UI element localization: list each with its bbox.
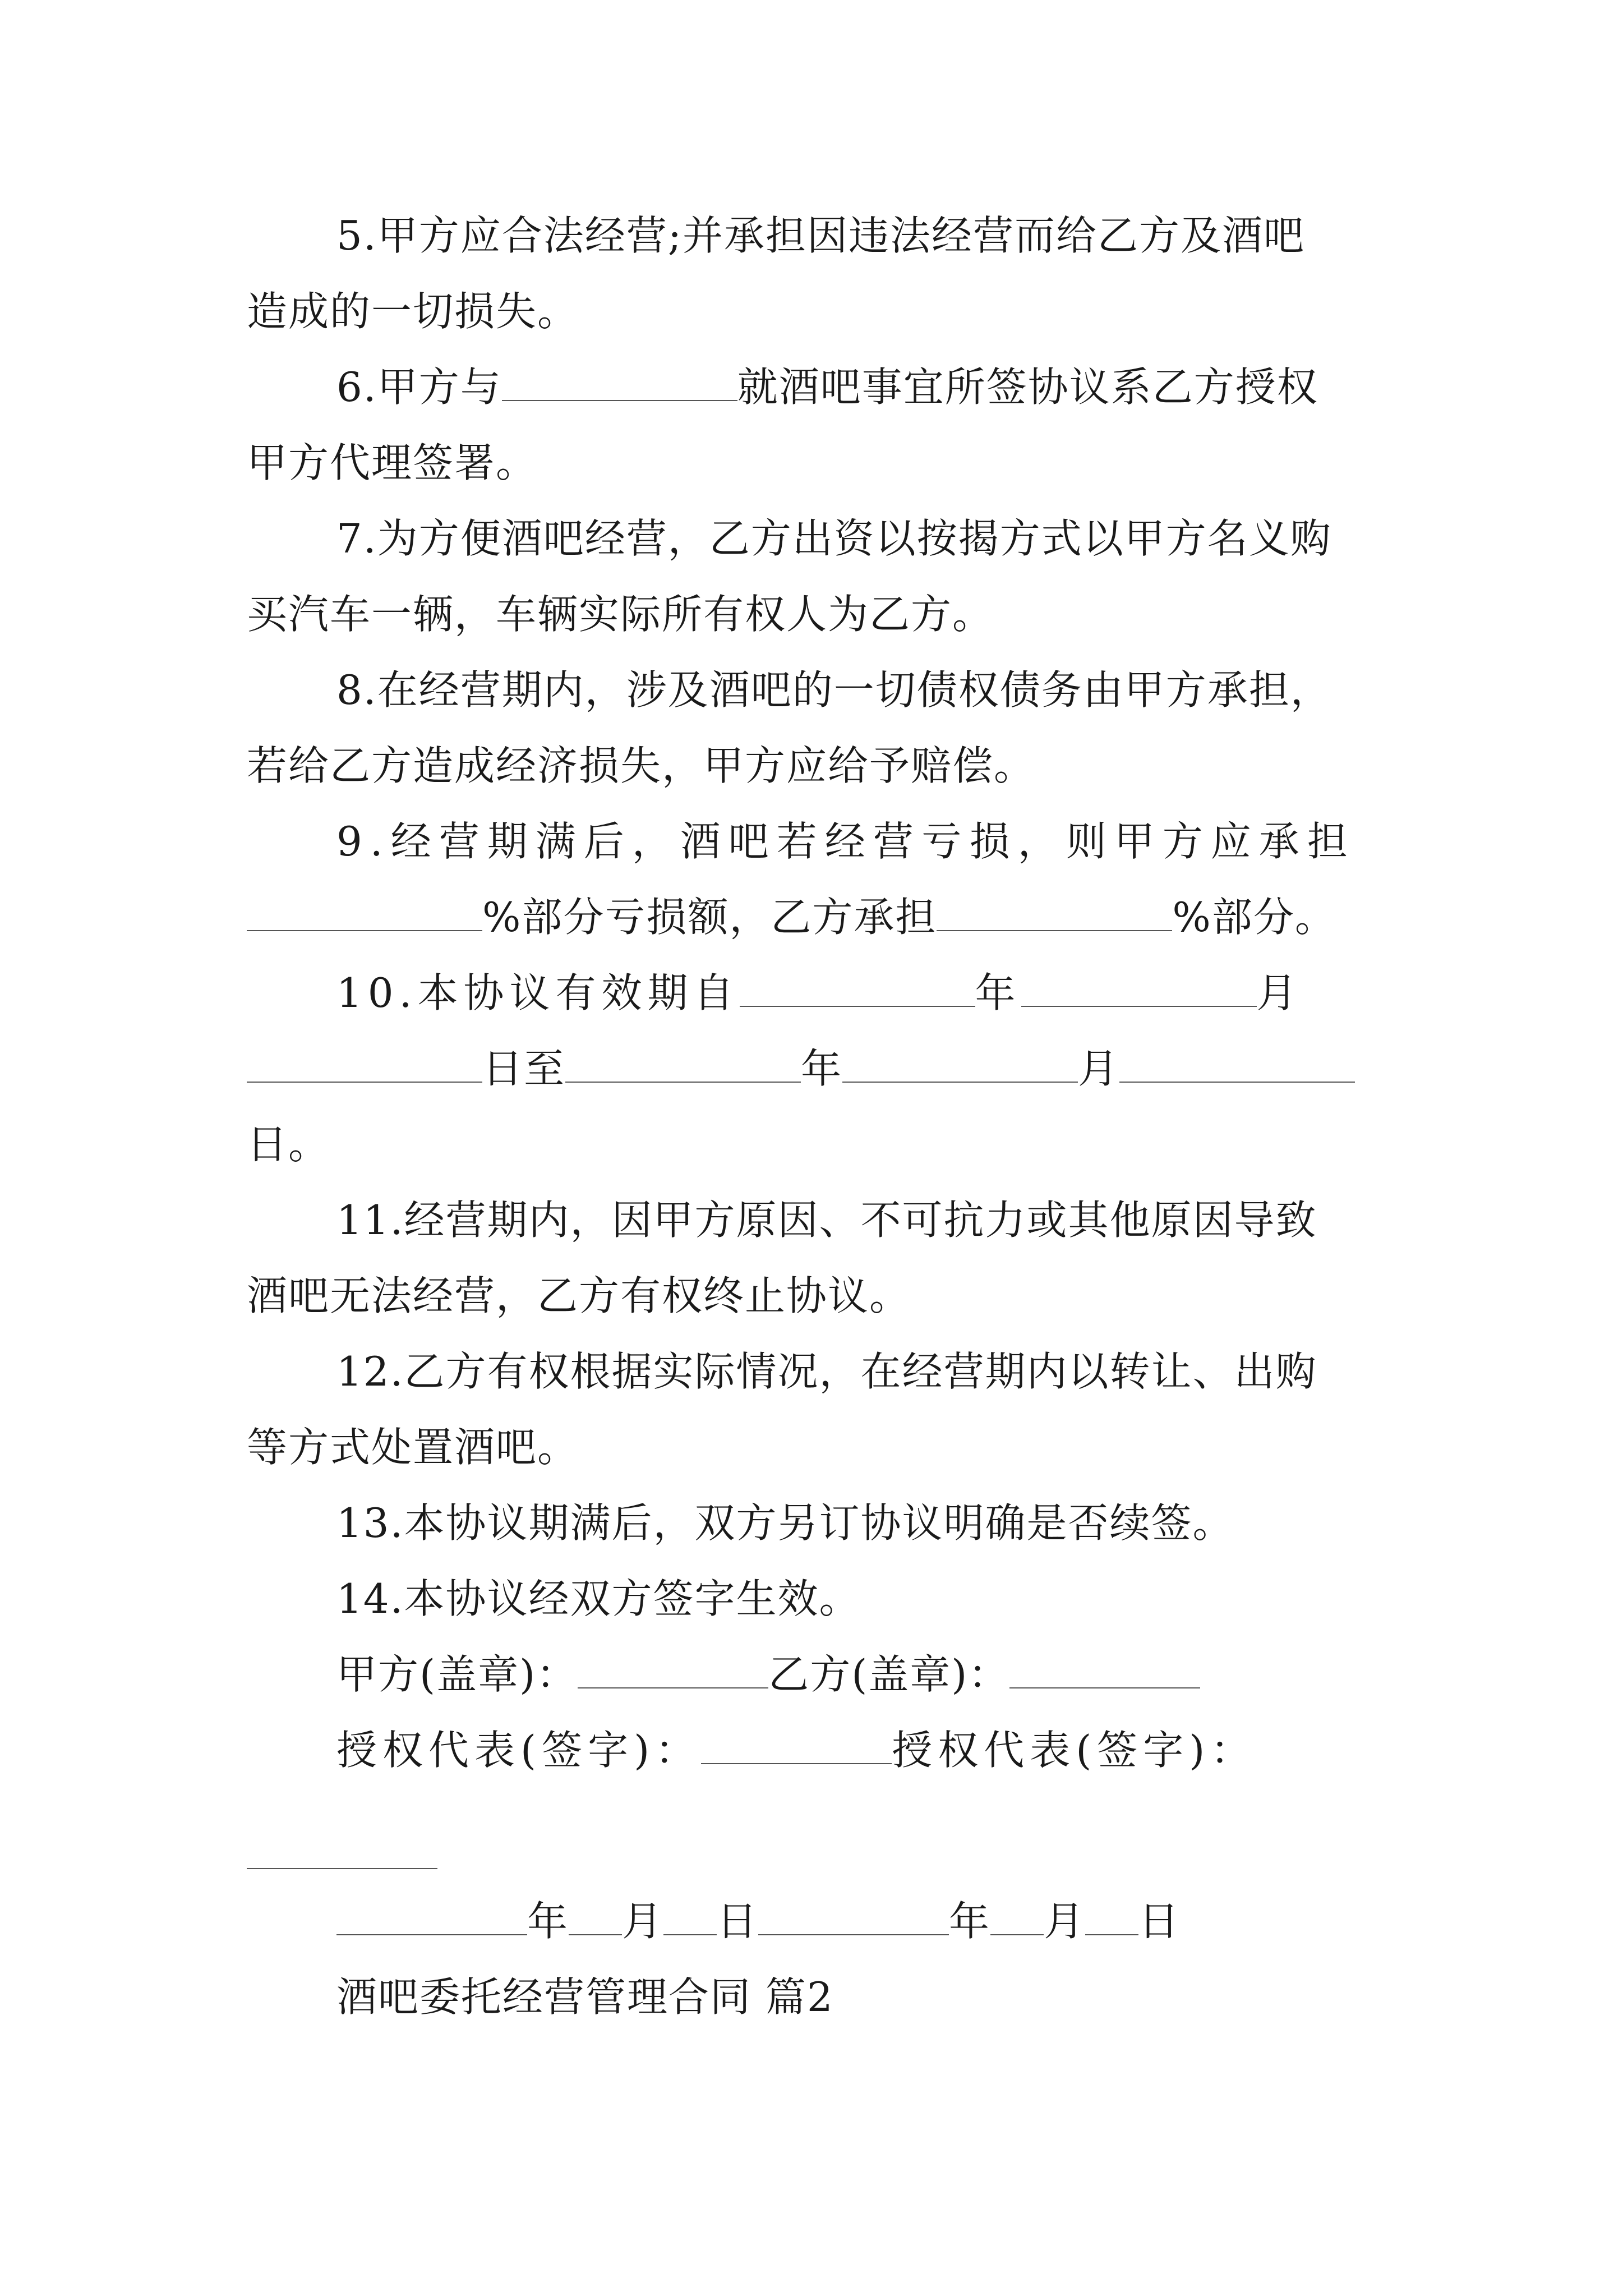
- clause-12-line-1: 12.乙方有权根据实际情况，在经营期内以转让、出购: [336, 1348, 1317, 1395]
- next-section-heading: 酒吧委托经营管理合同 篇2: [336, 1973, 834, 2021]
- clause-6-line-1: [336, 359, 1469, 415]
- auth-rep-blank-2: [247, 1868, 437, 1869]
- clause-10-blank-2: [1021, 973, 1257, 1007]
- date-b-day-blank: [1085, 1902, 1138, 1935]
- clause-7-line-1: 7.为方便酒吧经营，乙方出资以按揭方式以甲方名义购: [336, 515, 1332, 562]
- clause-6-suffix: 就酒吧事宜所签协议系乙方授权: [737, 364, 1318, 411]
- clause-10-line-2: [247, 1041, 1380, 1097]
- clause-9-line-2: [247, 889, 1380, 945]
- date-a-month: 月: [622, 1898, 664, 1945]
- clause-5-line-1: 5.甲方应合法经营;并承担因违法经营而给乙方及酒吧: [336, 212, 1305, 259]
- clause-9-part-2: %部分。: [1172, 894, 1336, 941]
- clause-6-prefix: 6.甲方与: [336, 364, 502, 411]
- clause-9-part-1: %部分亏损额，乙方承担: [482, 894, 937, 941]
- clause-7-line-2: 买汽车一辆，车辆实际所有权人为乙方。: [247, 591, 994, 638]
- clause-10-blank-6: [1119, 1049, 1355, 1083]
- date-a-year: 年: [527, 1898, 569, 1945]
- clause-11-line-2: 酒吧无法经营，乙方有权终止协议。: [247, 1272, 911, 1319]
- clause-10-blank-1: [740, 973, 975, 1007]
- auth-rep-line: [336, 1722, 1469, 1778]
- clause-9-blank-2: [937, 898, 1172, 931]
- party-b-seal-label: 乙方(盖章)：: [768, 1651, 1010, 1698]
- clause-12-line-2: 等方式处置酒吧。: [247, 1424, 579, 1471]
- date-b-month-blank: [990, 1902, 1044, 1935]
- clause-10-day-to: 日至: [482, 1045, 566, 1092]
- clause-5-line-2: 造成的一切损失。: [247, 288, 579, 335]
- clause-10-blank-4: [565, 1049, 801, 1083]
- clause-6-blank: [502, 367, 737, 401]
- party-a-seal-blank: [578, 1655, 768, 1688]
- date-b-year: 年: [949, 1898, 991, 1945]
- clause-6-line-2: 甲方代理签署。: [247, 439, 538, 486]
- clause-13: 13.本协议期满后，双方另订协议明确是否续签。: [336, 1499, 1234, 1547]
- party-b-seal-blank: [1009, 1655, 1200, 1688]
- clause-10-year-2: 年: [801, 1045, 843, 1092]
- date-b-day: 日: [1138, 1898, 1181, 1945]
- clause-14: 14.本协议经双方签字生效。: [336, 1575, 861, 1622]
- clause-10-line-3: 日。: [247, 1121, 330, 1168]
- seal-line: [336, 1646, 1469, 1703]
- clause-10-blank-3: [247, 1049, 482, 1083]
- auth-rep-blank-1: [701, 1731, 892, 1764]
- date-b-month: 月: [1044, 1898, 1086, 1945]
- date-a-day: 日: [717, 1898, 759, 1945]
- date-line: [336, 1893, 1469, 1949]
- clause-10-line-1: [336, 965, 1469, 1021]
- date-b-year-blank: [758, 1902, 949, 1935]
- auth-rep-label-1: 授权代表(签字)：: [336, 1727, 702, 1774]
- party-a-seal-label: 甲方(盖章)：: [336, 1651, 578, 1698]
- clause-8-line-1: 8.在经营期内，涉及酒吧的一切债权债务由甲方承担，: [336, 666, 1332, 714]
- clause-10-year-1: 年: [975, 969, 1021, 1016]
- date-a-month-blank: [569, 1902, 622, 1935]
- clause-10-month-1: 月: [1256, 969, 1303, 1016]
- clause-9-blank-1: [247, 898, 482, 931]
- clause-8-line-2: 若给乙方造成经济损失，甲方应给予赔偿。: [247, 742, 1036, 789]
- auth-rep-label-2: 授权代表(签字)：: [892, 1727, 1257, 1774]
- clause-10-blank-5: [842, 1049, 1078, 1083]
- date-a-day-blank: [663, 1902, 717, 1935]
- clause-11-line-1: 11.经营期内，因甲方原因、不可抗力或其他原因导致: [336, 1197, 1317, 1244]
- clause-9-line-1: 9.经营期满后，酒吧若经营亏损，则甲方应承担: [336, 818, 1355, 865]
- clause-10-month-2: 月: [1078, 1045, 1120, 1092]
- clause-10-prefix: 10.本协议有效期自: [336, 969, 740, 1016]
- date-a-year-blank: [336, 1902, 527, 1935]
